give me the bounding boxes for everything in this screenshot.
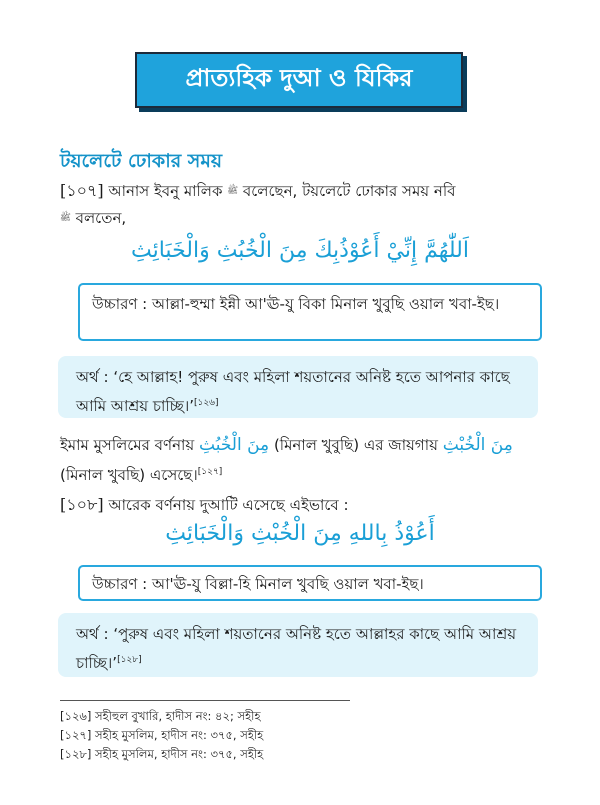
- footnote-127: [১২৭] সহীহ মুসলিম, হাদীস নং: ৩৭৫, সহীহ: [60, 728, 264, 742]
- hadith-108-text: [60, 491, 540, 519]
- footnote-126: [১২৬] সহীহুল বুখারি, হাদীস নং: ৪২; সহীহ: [60, 709, 261, 723]
- hadith-number: [১০৮]: [60, 495, 104, 514]
- hadith-intro: আরেক বর্ণনায় দুআটি এসেছে এইভাবে :: [108, 496, 349, 514]
- pronunciation-label: উচ্চারণ :: [92, 575, 148, 593]
- note-arabic-a: مِنَ الْخُبُثِ: [199, 435, 270, 455]
- hadith-number: [১০৭]: [60, 181, 104, 200]
- pronunciation-text: আ'ঊ-যু বিল্লা-হি মিনাল খুবছি ওয়াল খবা-ইছ।: [152, 575, 424, 593]
- hadith-text-c: বলতেন,: [75, 209, 127, 227]
- meaning-box-108: [58, 613, 538, 677]
- note-arabic-b: مِنَ الْخُبْثِ: [442, 435, 513, 455]
- meaning-box-107: [58, 356, 538, 418]
- pronunciation-box-108: [78, 565, 542, 601]
- footnote-divider: [60, 700, 350, 701]
- chapter-title: প্রাত্যহিক দুআ ও যিকির: [185, 64, 413, 92]
- meaning-text: ‘হে আল্লাহ! পুরুষ এবং মহিলা শয়তানের অনিষ্ট হতে আপনার কাছে আমি আশ্রয় চাচ্ছি।’: [76, 368, 510, 415]
- chapter-title-banner: [135, 52, 463, 108]
- dua-arabic-108: أَعُوْذُ بِاللهِ مِنَ الْخُبْثِ وَالْخَبَائِثِ: [165, 521, 435, 546]
- pronunciation-box-107: [78, 283, 542, 341]
- footnote-ref: [১২৬]: [193, 398, 219, 408]
- pronunciation-text: আল্লা-হুম্মা ইন্নী আ'ঊ-যু বিকা মিনাল খুবুছি ওয়াল খবা-ইছ।: [152, 295, 500, 313]
- hadith-107-text: [60, 177, 540, 232]
- footnote-128: [১২৮] সহীহ মুসলিম, হাদীস নং: ৩৭৫, সহীহ: [60, 747, 264, 761]
- footnote-ref: [১২৭]: [197, 467, 223, 477]
- muslim-note: [60, 432, 540, 489]
- meaning-text: ‘পুরুষ এবং মহিলা শয়তানের অনিষ্ট হতে আল্লাহর কাছে আমি আশ্রয় চাচ্ছি।’: [76, 625, 517, 672]
- honorific-saw-icon: ﷺ: [60, 213, 71, 223]
- honorific-ra-icon: ﷺ: [227, 186, 239, 196]
- note-text-c: (মিনাল খুবছি) এসেছে।: [60, 466, 198, 484]
- pronunciation-label: উচ্চারণ :: [92, 295, 148, 313]
- meaning-label: অর্থ :: [76, 368, 109, 386]
- meaning-label: অর্থ :: [76, 625, 109, 643]
- footnote-ref: [১২৮]: [117, 655, 142, 665]
- hadith-text-b: বলেছেন, টয়লেটে ঢোকার সময় নবি: [242, 182, 456, 200]
- dua-arabic-107: اَللّٰهُمَّ إِنِّيْ أَعُوْذُبِكَ مِنَ الْخُبُثِ وَالْخَبَائِثِ: [131, 238, 469, 263]
- section-heading: টয়লেটে ঢোকার সময়: [60, 150, 223, 172]
- hadith-text-a: আনাস ইবনু মালিক: [108, 182, 223, 200]
- note-text-b: (মিনাল খুবুছি) এর জায়গায়: [273, 436, 438, 454]
- note-text-a: ইমাম মুসলিমের বর্ণনায়: [60, 436, 195, 454]
